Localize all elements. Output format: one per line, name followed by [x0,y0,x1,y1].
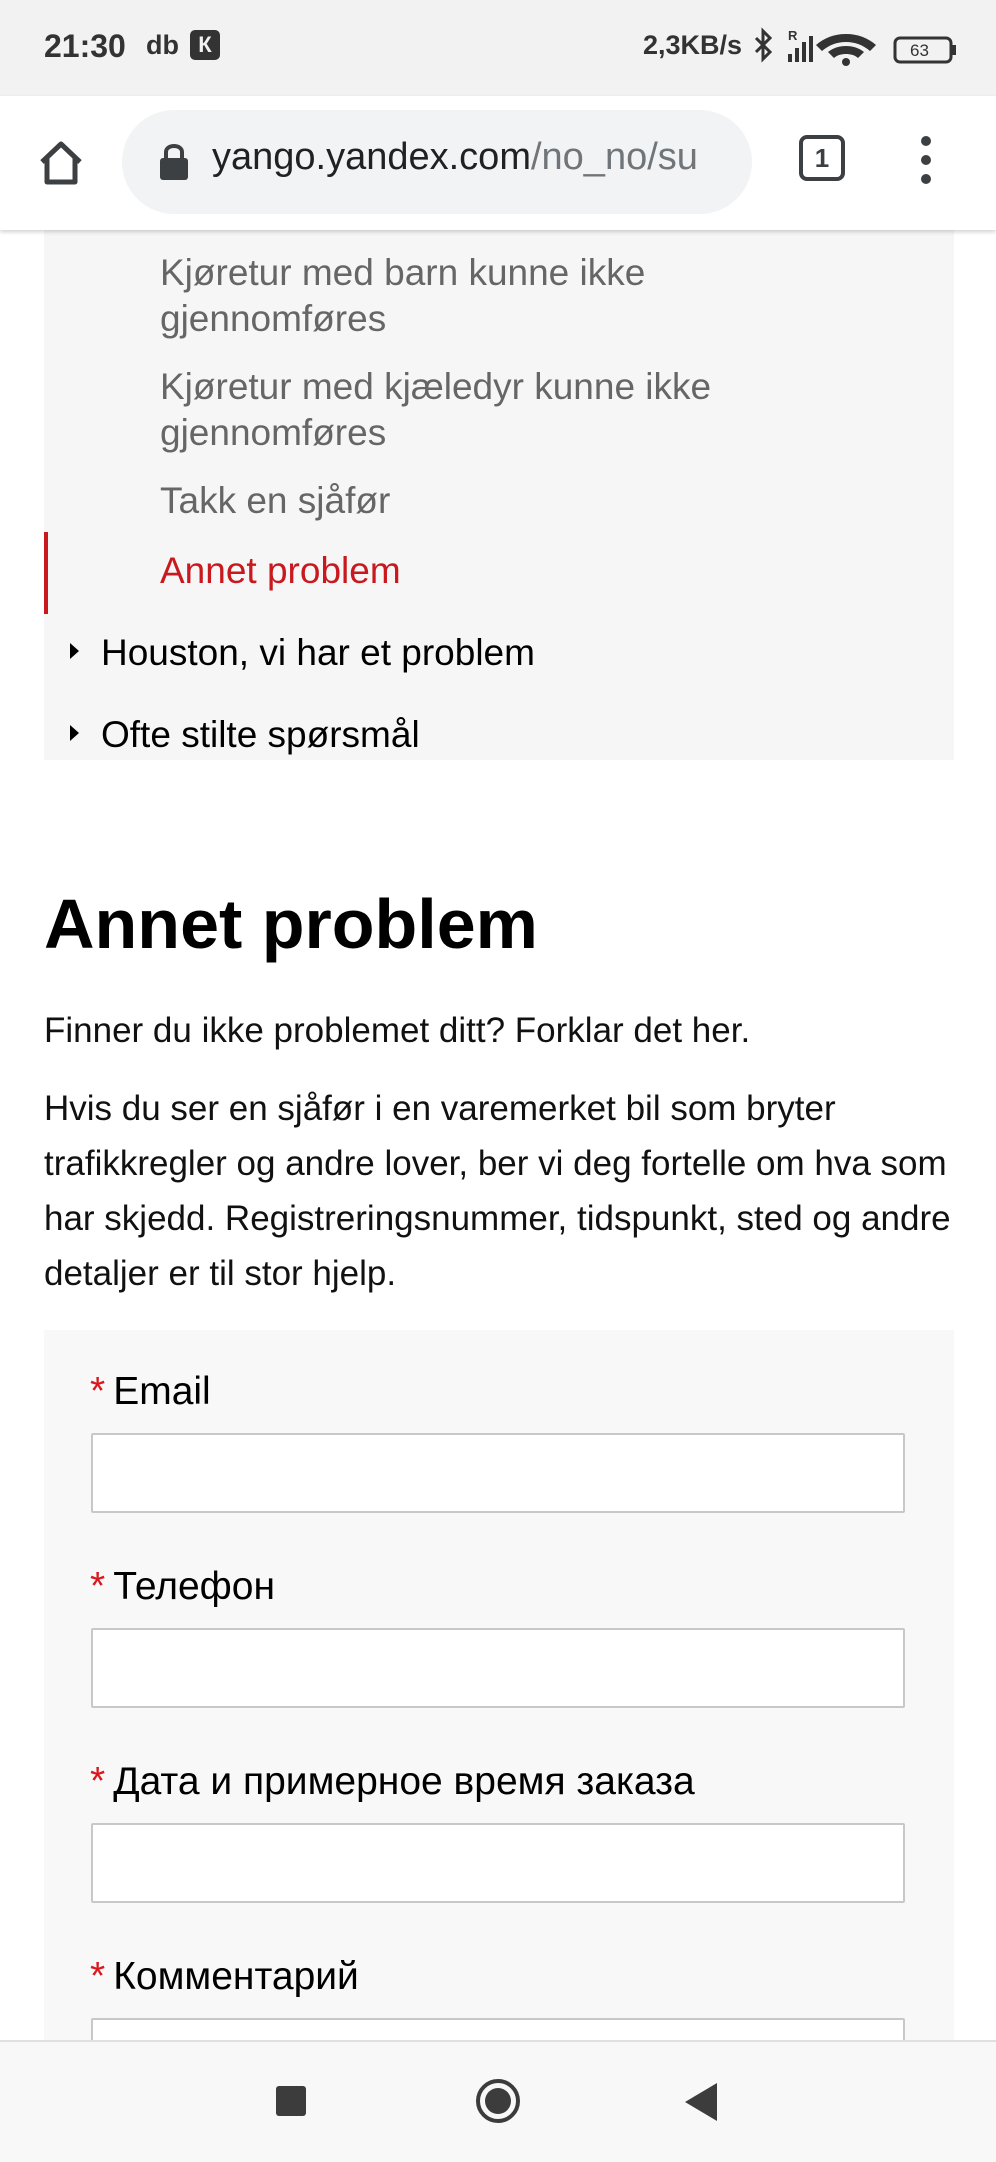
network-speed: 2,3KB/s [643,30,743,60]
caret-right-icon [70,643,79,659]
caret-right-icon [70,725,79,741]
bluetooth-icon [756,31,770,59]
notification-k-icon: К [190,30,220,60]
nav-item-label: Houston, vi har et problem [101,632,535,673]
nav-item-houston[interactable] [70,630,535,676]
home-icon[interactable] [34,136,88,190]
description-text: Hvis du ser en sjåfør i en varemerket bil som bryter trafikkregler og andre lover, ber vi deg fortelle om hva som har skjedd. Registreringsnummer, tidspunkt, sted og andre detaljer er til stor hjelp. [44,1089,951,1293]
lock-icon [156,140,192,184]
order-datetime-label: * Дата и примерное время заказа [90,1760,695,1803]
svg-text:R: R [788,28,798,43]
required-mark: * [90,1760,106,1803]
phone-label: * Телефон [90,1565,275,1608]
required-mark: * [90,1370,106,1413]
status-time: 21:30 [44,28,126,64]
page-title: Annet problem [44,885,538,963]
address-bar[interactable] [122,110,752,214]
required-mark: * [90,1565,106,1608]
url-text[interactable] [212,136,698,179]
nav-item-thank-driver[interactable]: Takk en sjåfør [160,480,391,521]
battery-level: 63 [910,41,929,60]
nav-item-other-problem[interactable]: Annet problem [160,550,401,591]
status-icons [750,26,990,70]
phone-field[interactable] [91,1628,905,1708]
required-mark: * [90,1955,106,1998]
browser-toolbar [0,96,996,230]
support-form [44,1330,954,2050]
recents-icon[interactable] [276,2086,306,2116]
intro-text: Finner du ikke problemet ditt? Forklar det her. [44,1011,751,1050]
tab-switcher-button[interactable]: 1 [799,135,845,181]
wifi-icon [816,34,876,66]
email-field[interactable] [91,1433,905,1513]
notification-db-icon: db [146,30,179,60]
nav-item-faq[interactable] [70,712,420,758]
signal-icon [788,28,813,62]
status-bar [0,0,996,96]
email-label: * Email [90,1370,211,1413]
home-circle-icon[interactable] [474,2077,522,2125]
nav-item-pet-trip[interactable]: Kjøretur med kjæledyr kunne ikke gjennomføres [160,366,712,453]
back-icon[interactable] [685,2083,717,2121]
order-datetime-field[interactable] [91,1823,905,1903]
nav-item-child-trip[interactable]: Kjøretur med barn kunne ikke gjennomføres [160,252,646,339]
url-path: /no_no/su [530,136,698,178]
comment-label: * Комментарий [90,1955,359,1998]
system-nav-bar [0,2040,996,2162]
help-navigation-panel [44,230,954,760]
active-item-indicator [44,532,48,614]
more-menu-icon[interactable] [908,132,944,192]
battery-icon [895,38,956,62]
nav-item-label: Ofte stilte spørsmål [101,714,420,755]
url-host: yango.yandex.com [212,136,531,178]
